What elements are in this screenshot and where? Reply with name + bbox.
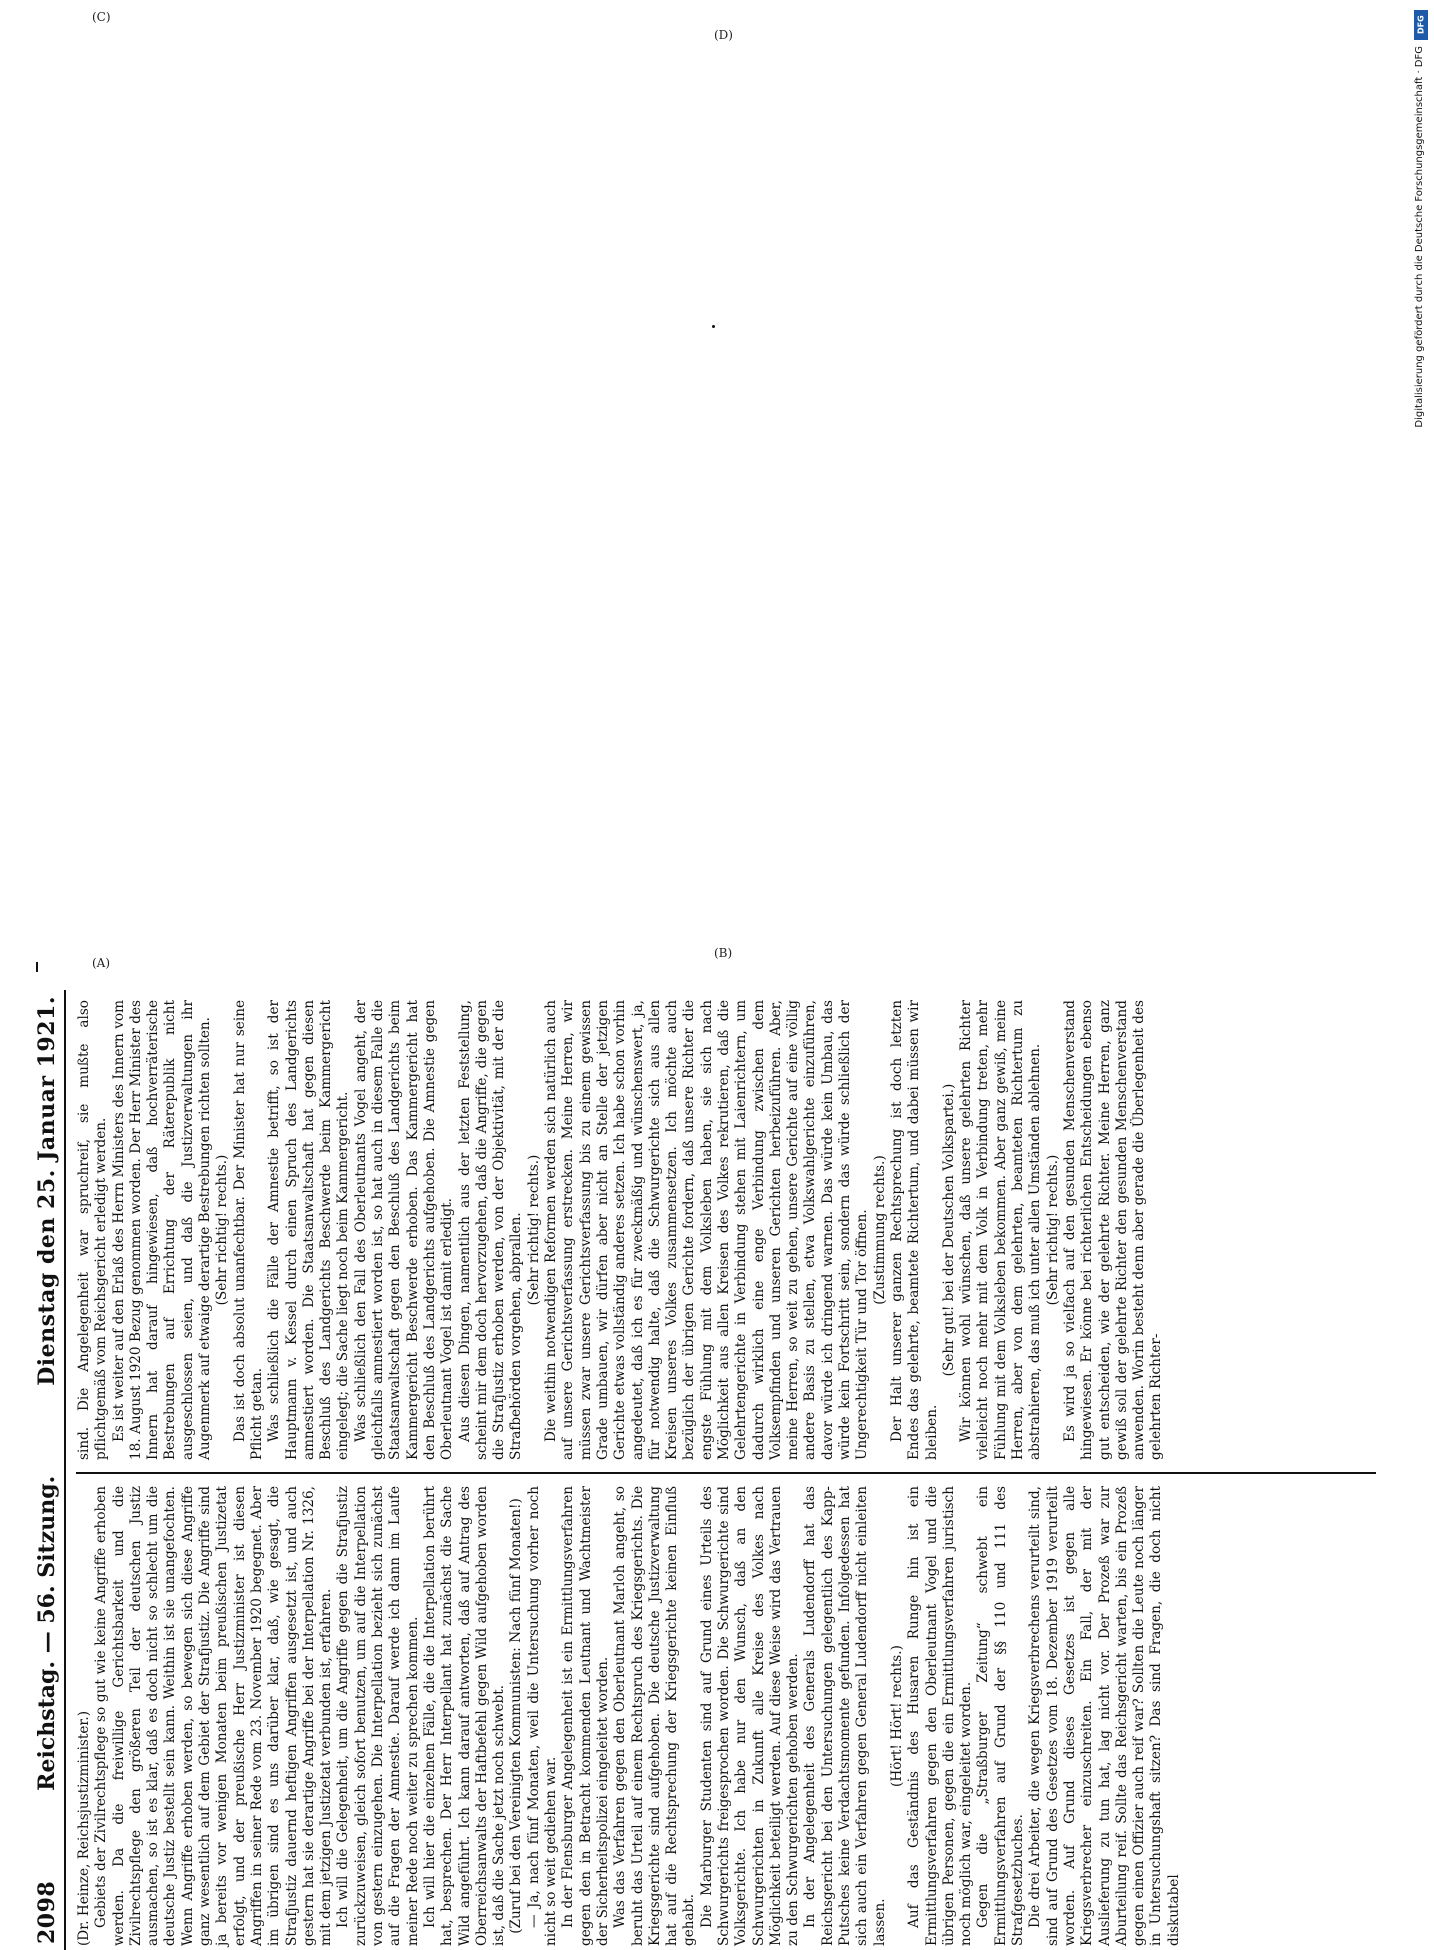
paragraph: Es wird ja so vielfach auf den gesunden Menschenverstand hingewiesen. Er könne bei richterlichen Entscheidungen ebenso gut entscheiden, wie der gelehrte Richter. Meine Herren, ganz gewiß soll der gelehrte Richter den gesunden Menschenverstand anwenden. Worin besteht denn aber gerade die Überlegenheit des gelehrten Richter-	[1061, 1000, 1165, 1460]
paragraph: (Sehr richtig! rechts.)	[214, 1154, 231, 1306]
text-columns	[76, 990, 1376, 1950]
paragraph: Der Halt unserer ganzen Rechtsprechung ist doch letzten Endes das gelehrte, beamtete Richtertum, und dabei müssen wir bleiben.	[888, 1000, 940, 1460]
digitization-credit-bar	[1414, 10, 1428, 990]
paragraph: Die Marburger Studenten sind auf Grund eines Urteils des Schwurgerichts freigesprochen worden. Die Schwurgerichte sind Volksgerichte. Ich habe nur den Wunsch, daß an den Schwurgerichten in Zukunft alle Kreise des Volkes nach Möglichkeit beteiligt werden. Auf diese Weise wird das Vertrauen zu den Schwurgerichten gehoben werden.	[698, 1486, 802, 1946]
paragraph: (Dr. Heinze, Reichsjustizminister.)	[76, 1710, 92, 1946]
paragraph: (Sehr gut! bei der Deutschen Volkspartei.)	[940, 1083, 957, 1377]
paragraph: Die weithin notwendigen Reformen werden sich natürlich auch auf unsere Gerichtsverfassung erstrecken. Meine Herren, wir müssen zwar unsere Gerichtsverfassung bis zu einem gewissen Grade umbauen, wir dürfen aber nicht an Stelle der jetzigen Gerichte etwas vollständig anderes setzen. Ich habe schon vorhin angedeutet, daß ich es für zweckmäßig und wünschenswert, ja, für notwendig halte, daß die Schwurgerichte sich aus allen Kreisen unseres Volkes zusammensetzen. Ich möchte auch bezüglich der übrigen Gerichte fordern, daß unsere Richter die engste Fühlung mit dem Volksleben haben, sie sich nach Möglichkeit aus allen Kreisen des Volkes rekrutieren, daß die Gelehrtengerichte in Verbindung stehen mit Laienrichtern, um dadurch wirklich eine enge Verbindung zwischen dem Volksempfinden und unseren Gerichten herbeizuführen. Aber, meine Herren, so weit zu gehen, unsere Gerichte auf eine völlig andere Basis zu stellen, etwa Volkswahlgerichte einzuführen, davor würde ich dringend warnen. Das würde kein Umbau, das würde kein Fortschritt sein, sondern das würde schließlich der Ungerechtigkeit Tür und Tor öffnen.	[543, 1000, 871, 1460]
paragraph: (Zuruf bei den Vereinigten Kommunisten: Nach fünf Monaten!)	[508, 1498, 525, 1934]
margin-marker-c: (C)	[92, 10, 111, 24]
paragraph: Es ist weiter auf den Erlaß des Herrn Ministers des Innern vom 18. August 1920 Bezug genommen worden. Der Herr Minister des Innern hat darauf hingewiesen, daß hochverräterische Bestrebungen auf Errichtung der Räterepublik nicht ausgeschlossen seien, und daß die Justizverwaltungen ihr Augenmerk auf etwaige derartige Bestrebungen richten sollten.	[110, 1000, 214, 1460]
page-header	[30, 990, 66, 1950]
paragraph: Ich will hier die einzelnen Fälle, die die Interpellation berührt hat, besprechen. Der Herr Interpellant hat zunächst die Sache Wild angeführt. Ich kann darauf antworten, daß auf Antrag des Oberreichsanwalts der Haftbefehl gegen Wild aufgehoben worden ist, daß die Sache jetzt noch schwebt.	[421, 1486, 508, 1946]
paragraph: Ich will die Gelegenheit, um die Angriffe gegen die Strafjustiz zurückzuweisen, gleich sofort benutzen, um auf die Interpellation von gestern einzugehen. Die Interpellation bezieht sich zunächst auf die Fragen der Amnestie. Darauf werde ich dann im Laufe meiner Rede noch weiter zu sprechen kommen.	[335, 1486, 421, 1946]
header-date: Dienstag den 25. Januar 1921.	[34, 996, 60, 1386]
margin-marker-d: (D)	[714, 28, 733, 42]
paragraph: Gebiets der Zivilrechtspflege so gut wie keine Angriffe erhoben werden. Da die freiwillige Gerichtsbarkeit und die Zivilrechtspflege den größeren Teil der deutschen Justiz ausmachen, so ist es klar, daß es doch nicht so schlecht um die deutsche Justiz bestellt sein kann. Weithin ist sie unangefochten. Wenn Angriffe erhoben werden, so bewegen sich diese Angriffe ganz wesentlich auf dem Gebiet der Strafjustiz. Die Angriffe sind ja bereits vor wenigen Monaten beim preußischen Justizetat erfolgt, und der preußische Herr Justizminister ist diesen Angriffen in seiner Rede vom 23. November 1920 begegnet. Aber im übrigen sind es uns darüber klar, daß, wie gesagt, die Strafjustiz dauernd heftigen Angriffen ausgesetzt ist, und auch gestern hat sie derartige Angriffe bei der Interpellation Nr. 1326, mit dem jetzigen Justizetat verbunden ist, erfahren.	[93, 1486, 335, 1946]
paragraph: (Sehr richtig! rechts.)	[1044, 1154, 1061, 1306]
digitization-credit: Digitalisierung gefördert durch die Deutsche Forschungsgemeinschaft · DFG	[1414, 46, 1425, 428]
paragraph: (Hört! Hört! rechts.)	[888, 1645, 905, 1787]
column-divider	[76, 1472, 1376, 1474]
paragraph: Gegen die „Straßburger Zeitung“ schwebt ein Ermittlungsverfahren auf Grund der §§ 110 und 111 des Strafgesetzbuches.	[975, 1486, 1027, 1946]
paragraph: sind. Die Angelegenheit war spruchreif, sie mußte also pflichtgemäß vom Reichsgericht erledigt werden.	[76, 1000, 110, 1460]
dfg-logo: DFG	[1414, 10, 1428, 40]
page-number: 2098	[34, 1880, 60, 1944]
margin-marker-a: (A)	[92, 956, 111, 970]
paragraph: In der Angelegenheit des Generals Ludendorff hat das Reichsgericht bei den Untersuchungen gelegentlich des Kapp-Putsches keine Verdachtsmomente gefunden. Infolgedessen hat sich auch ein Verfahren gegen General Ludendorff nicht einleiten lassen.	[802, 1486, 888, 1946]
right-column	[76, 996, 1376, 1464]
paragraph: Was das Verfahren gegen den Oberleutnant Marloh angeht, so beruht das Urteil auf einem Rechtspruch des Kriegsgerichts. Die Kriegsgerichte sind aufgehoben. Die deutsche Justizverwaltung hat auf die Rechtsprechung der Kriegsgerichte keinen Einfluß gehabt.	[612, 1486, 698, 1946]
paragraph: Was schließlich den Fall des Oberleutnants Vogel angeht, der gleichfalls amnestiert worden ist, so hat auch in diesem Falle die Staatsanwaltschaft gegen den Beschluß des Landgerichts beim Kammergericht Beschwerde erhoben. Das Kammergericht hat den Beschluß des Landgerichts aufgehoben. Die Amnestie gegen Oberleutnant Vogel ist damit erledigt.	[352, 1000, 456, 1460]
paragraph: Aus diesen Dingen, namentlich aus der letzten Feststellung, scheint mir dem doch hervorzugehen, daß die Angriffe, die gegen die Strafjustiz erhoben werden, von der Objektivität, mit der die Strafbehörden vorgehen, abprallen.	[456, 1000, 525, 1460]
paragraph: (Sehr richtig! rechts.)	[525, 1154, 542, 1306]
margin-marker-b: (B)	[714, 946, 733, 960]
paragraph: Die drei Arbeiter, die wegen Kriegsverbrechens verurteilt sind, sind auf Grund des Gesetzes vom 18. Dezember 1919 verurteilt worden. Auf Grund dieses Gesetzes ist gegen alle Kriegsverbrecher einzuschreiten. Ein Fall, der mit der Auslieferung zu tun hat, lag nicht vor. Der Prozeß war zur Aburteilung reif. Sollte das Reichsgericht warten, bis ein Prozeß gegen einen Offizier auch reif war? Sollten die Leute noch länger in Untersuchungshaft sitzen? Das sind Fragen, die doch nicht diskutabel	[1027, 1486, 1182, 1946]
header-left-title: Reichstag. — 56. Sitzung.	[34, 1475, 60, 1791]
paragraph: — Ja, nach fünf Monaten, weil die Untersuchung vorher noch nicht so weit gediehen war.	[525, 1486, 560, 1946]
paragraph: Was schließlich die Fälle der Amnestie betrifft, so ist der Hauptmann v. Kessel durch einen Spruch des Landgerichts amnestiert worden. Die Staatsanwaltschaft hat gegen diesen Beschluß des Landgerichts Beschwerde beim Kammergericht eingelegt; die Sache liegt noch beim Kammergericht.	[266, 1000, 352, 1460]
paragraph: (Zustimmung rechts.)	[871, 1155, 888, 1305]
paragraph: In der Flensburger Angelegenheit ist ein Ermittlungsverfahren gegen den in Betracht kommenden Leutnant und Wachtmeister der Sicherheitspolizei eingeleitet worden.	[560, 1486, 611, 1946]
left-column	[76, 1482, 1376, 1950]
rotated-document	[30, 990, 1390, 1950]
scan-mark	[36, 962, 38, 972]
scan-speck	[712, 325, 715, 328]
paragraph: Das ist doch absolut unanfechtbar. Der Minister hat nur seine Pflicht getan.	[231, 1000, 265, 1460]
paragraph: Wir können wohl wünschen, daß unsere gelehrten Richter vielleicht noch mehr mit dem Volk in Verbindung treten, mehr Fühlung mit dem Volksleben bekommen. Aber ganz gewiß, meine Herren, aber von dem gelehrten, beamteten Richtertum zu abstrahieren, das muß ich unter allen Umständen ablehnen.	[958, 1000, 1044, 1460]
paragraph: Auf das Geständnis des Husaren Runge hin ist ein Ermittlungsverfahren gegen den Oberleutnant Vogel und die übrigen Personen, gegen die ein Ermittlungsverfahren juristisch noch möglich war, eingeleitet worden.	[906, 1486, 975, 1946]
